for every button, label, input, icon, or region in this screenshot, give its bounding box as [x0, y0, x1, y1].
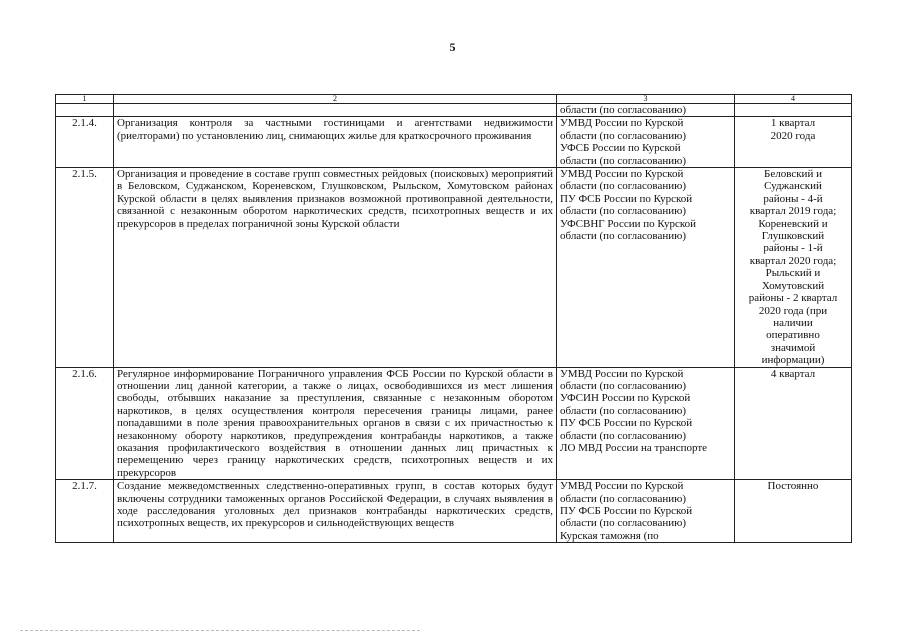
column-number: 2: [114, 95, 557, 104]
measure-text: Создание межведомственных следственно-оперативных групп, в состав которых будут включены сотрудники таможенных органов Российской Федерации, в случаях выявления в ходе расследования уголовных дел признаков контрабанды наркотических средств, психотропных веществ, их прекурсоров и сильнодействующих веществ: [114, 480, 557, 543]
term-cell: [735, 367, 852, 480]
continuation-num-cell: [56, 104, 114, 117]
page-number: 5: [449, 40, 456, 54]
column-number: 3: [557, 95, 735, 104]
row-number: 2.1.7.: [56, 480, 114, 543]
term-line: информации): [761, 354, 825, 367]
term-line: Кореневский и: [758, 217, 828, 230]
responsible-line: УМВД России по Курской: [560, 367, 684, 380]
column-number: 1: [56, 95, 114, 104]
column-number-row: [56, 95, 852, 104]
table-row: [56, 168, 852, 368]
measure-text: Организация контроля за частными гостиницами и агентствами недвижимости (риелторами) по установлению лиц, снимающих жилье для краткосрочного проживания: [114, 117, 557, 168]
responsible-line: области (по согласованию): [560, 379, 686, 392]
term-line: квартал 2020 года;: [749, 254, 837, 267]
responsible-line: области (по согласованию): [560, 492, 686, 505]
term-line: 2020 года (при: [758, 304, 828, 317]
responsible-line: области (по согласованию): [560, 404, 686, 417]
responsible-line: области (по согласованию): [560, 205, 686, 218]
responsible-line: ЛО МВД России на транспорте: [560, 441, 708, 454]
responsible-line: ПУ ФСБ России по Курской: [560, 505, 693, 517]
row-number: 2.1.4.: [56, 117, 114, 168]
term-cell: [735, 117, 852, 168]
responsible-line: УФСБ России по Курской: [560, 142, 681, 155]
term-line: Постоянно: [767, 480, 819, 493]
responsible-line: области (по согласованию): [560, 104, 686, 116]
responsible-line: области (по согласованию): [560, 429, 686, 442]
term-line: квартал 2019 года;: [749, 205, 837, 218]
responsible-cell: [557, 117, 735, 168]
measure-text: Регулярное информирование Пограничного управления ФСБ России по Курской области в отношении лиц данной категории, а также о лицах, освободившихся из мест лишения свободы, отбывших наказание за преступления, связанные с незаконным оборотом наркотиков, в целях осуществления контроля пересечения границы лицами, ранее попадавшими в поле зрения правоохранительных органов в связи с их причастностью к незаконному обороту наркотиков, предупреждения контрабанды наркотиков, а также оказания профилактического воздействия в отношении данных лиц причастных к перемещению через границу наркотических средств, психотропных веществ и их прекурсоров: [114, 367, 557, 480]
term-line: Хомутовский: [761, 279, 825, 292]
term-cell: [735, 168, 852, 368]
row-number: 2.1.5.: [56, 168, 114, 368]
term-line: районы - 1-й: [763, 242, 823, 255]
responsible-line: Курская таможня (по: [560, 529, 659, 542]
scan-artifact: [20, 630, 420, 633]
continuation-measure-cell: [114, 104, 557, 117]
term-cell: [735, 480, 852, 543]
measures-table: [55, 94, 852, 543]
responsible-line: УМВД России по Курской: [560, 117, 684, 130]
term-line: 2020 года: [770, 129, 816, 142]
continuation-responsible-cell: [557, 104, 735, 117]
responsible-line: области (по согласованию): [560, 154, 686, 167]
term-line: 1 квартал: [770, 117, 816, 130]
term-line: районы - 2 квартал: [748, 292, 838, 305]
responsible-line: области (по согласованию): [560, 517, 686, 530]
continuation-term-cell: [735, 104, 852, 117]
responsible-line: УМВД России по Курской: [560, 168, 684, 181]
continuation-row: [56, 104, 852, 117]
responsible-cell: [557, 168, 735, 368]
term-line: 4 квартал: [770, 367, 816, 380]
term-line: районы - 4-й: [763, 192, 823, 205]
term-line: Глушковский: [761, 230, 825, 243]
responsible-cell: [557, 367, 735, 480]
row-number: 2.1.6.: [56, 367, 114, 480]
responsible-line: области (по согласованию): [560, 230, 686, 243]
column-number: 4: [735, 95, 852, 104]
responsible-line: области (по согласованию): [560, 129, 686, 142]
term-line: Суджанский: [764, 180, 822, 193]
responsible-line: УФСВНГ России по Курской: [560, 217, 696, 230]
term-line: Рыльский и: [765, 267, 821, 280]
table-row: [56, 480, 852, 543]
responsible-line: УФСИН России по Курской: [560, 392, 691, 405]
term-line: значимой: [770, 341, 816, 354]
term-line: оперативно: [766, 329, 820, 342]
term-line: наличии: [773, 316, 813, 329]
responsible-line: ПУ ФСБ России по Курской: [560, 417, 693, 430]
responsible-line: области (по согласованию): [560, 180, 686, 193]
table-row: [56, 117, 852, 168]
measure-text: Организация и проведение в составе групп совместных рейдовых (поисковых) мероприятий в Беловском, Суджанском, Кореневском, Глушковском, Рыльском, Хомутовском районах Курской области в целях выявления признаков возможной противоправной деятельности, связанной с незаконным оборотом наркотических средств, психотропных веществ и их прекурсоров в пределах пограничной зоны Курской области: [114, 168, 557, 368]
responsible-line: УМВД России по Курской: [560, 480, 684, 493]
term-line: Беловский и: [764, 168, 822, 181]
responsible-cell: [557, 480, 735, 543]
table-row: [56, 367, 852, 480]
responsible-line: ПУ ФСБ России по Курской: [560, 192, 693, 205]
